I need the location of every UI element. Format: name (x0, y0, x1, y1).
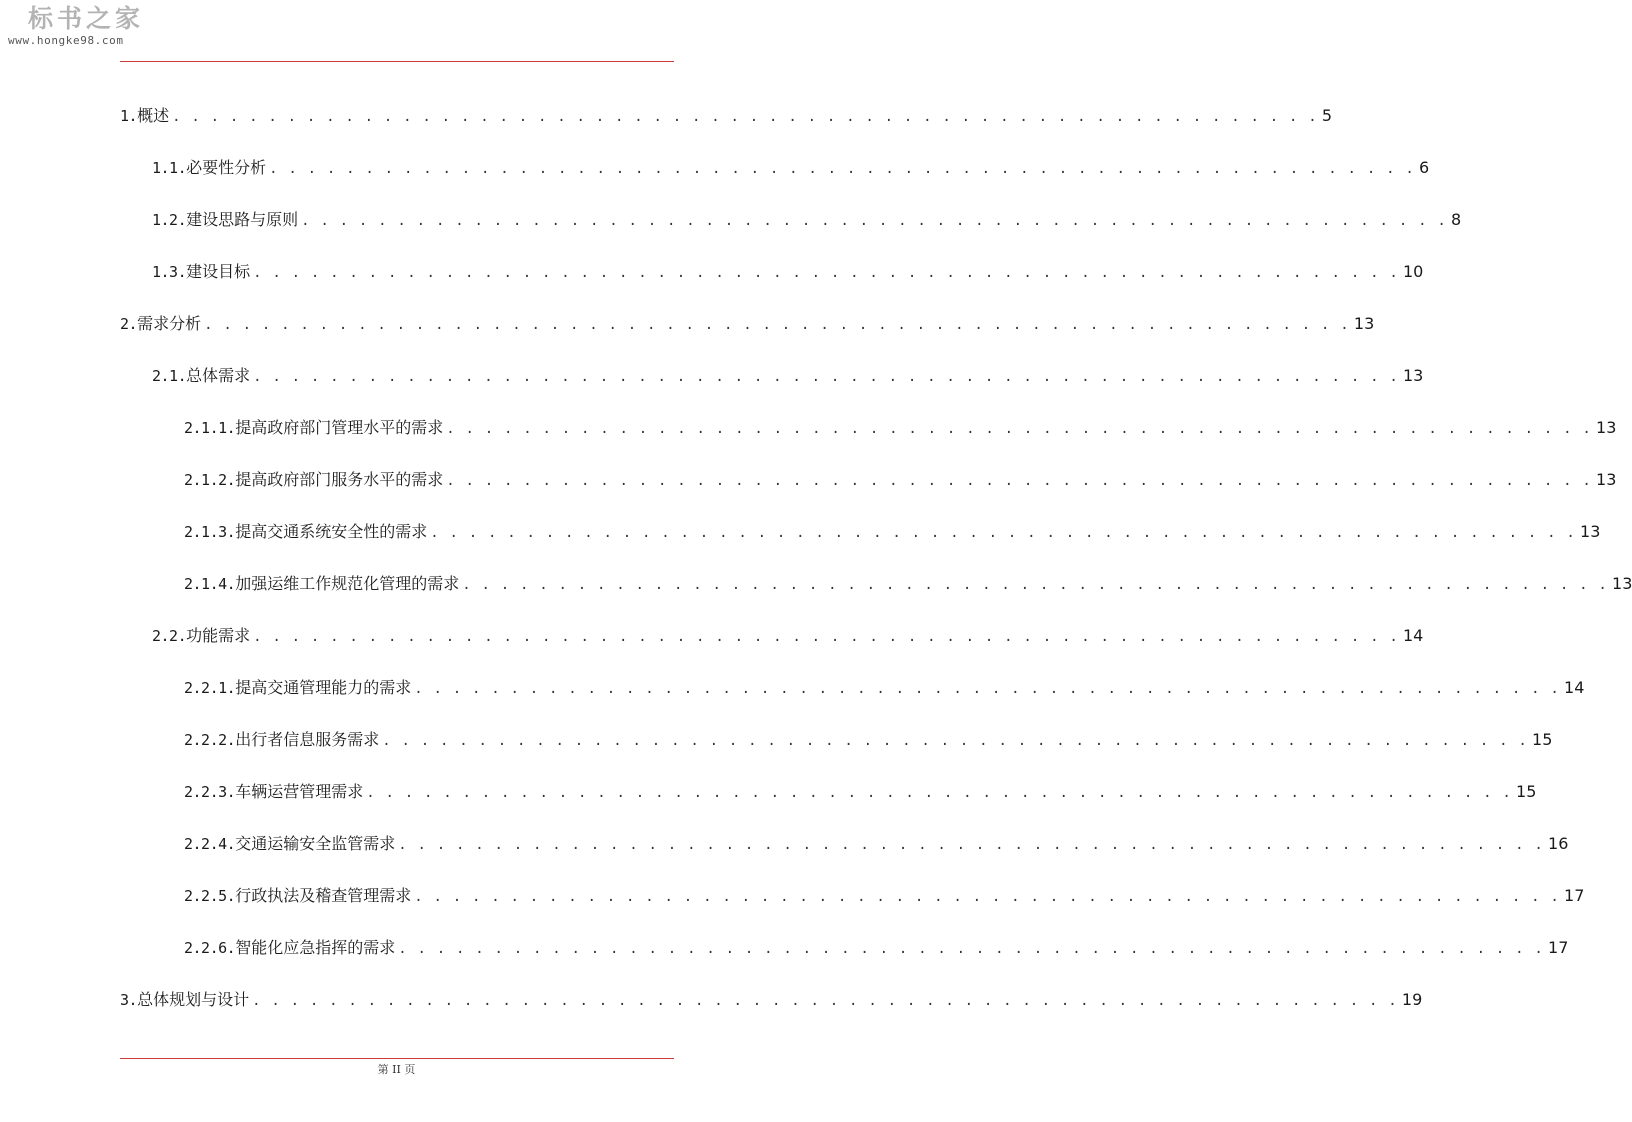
toc-entry-page: 13 (1580, 522, 1601, 541)
toc-entry[interactable] (184, 830, 1569, 854)
toc-entry-number: 2.2.5. (184, 887, 236, 905)
toc-entry[interactable] (184, 518, 1601, 542)
toc-entry-title: 智能化应急指挥的需求 (235, 938, 396, 957)
toc-entry-title: 提高政府部门管理水平的需求 (235, 418, 444, 437)
toc-entry-title: 提高政府部门服务水平的需求 (235, 470, 444, 489)
toc-entry-page: 16 (1548, 834, 1569, 853)
toc-entry-number: 3. (120, 991, 138, 1009)
toc-entry[interactable] (152, 206, 1462, 230)
toc-entry-title: 必要性分析 (186, 158, 267, 177)
toc-dot-leader: . . . . . . . . . . . . . . . . . . . . . . . . . . . . . . . . . . . . . . . . . . . . . . . . . . . . . . . . . . . . (172, 109, 1318, 125)
toc-entry-title: 概述 (137, 106, 170, 125)
toc-entry-number: 2.1.4. (184, 575, 236, 593)
toc-dot-leader: . . . . . . . . . . . . . . . . . . . . . . . . . . . . . . . . . . . . . . . . . . . . . . . . . . . . . . . . . . . . (462, 577, 1609, 593)
toc-entry[interactable] (152, 154, 1430, 178)
toc-entry-number: 2.2.4. (184, 835, 236, 853)
toc-entry-number: 2. (120, 315, 138, 333)
toc-entry-page: 14 (1402, 626, 1424, 645)
toc-entry-number: 2.2.1. (184, 679, 236, 697)
toc-entry[interactable] (184, 414, 1617, 438)
toc-entry-page: 13 (1402, 366, 1424, 385)
toc-entry[interactable] (120, 102, 1333, 126)
toc-entry[interactable] (184, 778, 1537, 802)
toc-entry-number: 2.2. (152, 627, 187, 645)
toc-dot-leader: . . . . . . . . . . . . . . . . . . . . . . . . . . . . . . . . . . . . . . . . . . . . . . . . . . . . . . . . . . . . (414, 681, 1561, 697)
toc-dot-leader: . . . . . . . . . . . . . . . . . . . . . . . . . . . . . . . . . . . . . . . . . . . . . . . . . . . . . . . . . . . . (366, 785, 1513, 801)
toc-entry-number: 1.1. (152, 159, 187, 177)
toc-dot-leader: . . . . . . . . . . . . . . . . . . . . . . . . . . . . . . . . . . . . . . . . . . . . . . . . . . . . . . . . . . . . (414, 889, 1561, 905)
toc-entry-title: 建设目标 (186, 262, 251, 281)
toc-entry-title: 功能需求 (186, 626, 251, 645)
toc-dot-leader: . . . . . . . . . . . . . . . . . . . . . . . . . . . . . . . . . . . . . . . . . . . . . . . . . . . . . . . . . . . . (382, 733, 1529, 749)
toc-entry-page: 5 (1321, 106, 1333, 125)
toc-entry-page: 15 (1516, 782, 1537, 801)
toc-entry[interactable] (184, 726, 1553, 750)
toc-entry-page: 17 (1548, 938, 1569, 957)
toc-entry-page: 6 (1418, 158, 1430, 177)
toc-entry-page: 13 (1596, 470, 1617, 489)
toc-entry-page: 17 (1564, 886, 1585, 905)
toc-dot-leader: . . . . . . . . . . . . . . . . . . . . . . . . . . . . . . . . . . . . . . . . . . . . . . . . . . . . . . . . . . . . (269, 161, 1415, 177)
toc-entry-title: 总体需求 (186, 366, 251, 385)
toc-entry-title: 提高交通系统安全性的需求 (235, 522, 428, 541)
toc-entry[interactable] (184, 934, 1569, 958)
toc-entry[interactable] (120, 986, 1423, 1010)
toc-entry[interactable] (152, 258, 1424, 282)
toc-entry-title: 需求分析 (137, 314, 202, 333)
watermark-url: www.hongke98.com (8, 34, 124, 47)
toc-entry-title: 加强运维工作规范化管理的需求 (235, 574, 460, 593)
toc-dot-leader: . . . . . . . . . . . . . . . . . . . . . . . . . . . . . . . . . . . . . . . . . . . . . . . . . . . . . . . . . . . . (252, 993, 1398, 1009)
toc-entry[interactable] (152, 362, 1424, 386)
toc-entry-number: 2.1.2. (184, 471, 236, 489)
toc-entry-page: 13 (1612, 574, 1632, 593)
toc-dot-leader: . . . . . . . . . . . . . . . . . . . . . . . . . . . . . . . . . . . . . . . . . . . . . . . . . . . . . . . . . . . . (446, 473, 1593, 489)
header-rule (120, 61, 674, 62)
toc-entry-page: 13 (1596, 418, 1617, 437)
toc-entry-page: 8 (1450, 210, 1462, 229)
toc-entry-number: 2.1. (152, 367, 187, 385)
toc-entry-title: 建设思路与原则 (186, 210, 299, 229)
toc-entry-page: 15 (1532, 730, 1553, 749)
toc-entry-number: 2.1.1. (184, 419, 236, 437)
page-number-footer: 第 II 页 (377, 1063, 416, 1076)
toc-dot-leader: . . . . . . . . . . . . . . . . . . . . . . . . . . . . . . . . . . . . . . . . . . . . . . . . . . . . . . . . . . . . (430, 525, 1577, 541)
toc-entry-page: 14 (1564, 678, 1585, 697)
toc-entry-number: 2.2.6. (184, 939, 236, 957)
toc-dot-leader: . . . . . . . . . . . . . . . . . . . . . . . . . . . . . . . . . . . . . . . . . . . . . . . . . . . . . . . . . . . . (398, 941, 1545, 957)
toc-entry[interactable] (184, 466, 1617, 490)
toc-entry[interactable] (184, 882, 1585, 906)
toc-entry[interactable] (152, 622, 1424, 646)
toc-entry-number: 1.2. (152, 211, 187, 229)
toc-entry-page: 13 (1353, 314, 1375, 333)
toc-dot-leader: . . . . . . . . . . . . . . . . . . . . . . . . . . . . . . . . . . . . . . . . . . . . . . . . . . . . . . . . . . . . (446, 421, 1593, 437)
toc-dot-leader: . . . . . . . . . . . . . . . . . . . . . . . . . . . . . . . . . . . . . . . . . . . . . . . . . . . . . . . . . . . . (301, 213, 1447, 229)
toc-entry-page: 10 (1402, 262, 1424, 281)
toc-dot-leader: . . . . . . . . . . . . . . . . . . . . . . . . . . . . . . . . . . . . . . . . . . . . . . . . . . . . . . . . . . . . (204, 317, 1350, 333)
toc-entry-number: 2.1.3. (184, 523, 236, 541)
toc-entry-number: 1.3. (152, 263, 187, 281)
toc-dot-leader: . . . . . . . . . . . . . . . . . . . . . . . . . . . . . . . . . . . . . . . . . . . . . . . . . . . . . . . . . . . . (398, 837, 1545, 853)
toc-entry-title: 出行者信息服务需求 (235, 730, 380, 749)
toc-entry-title: 提高交通管理能力的需求 (235, 678, 412, 697)
toc-dot-leader: . . . . . . . . . . . . . . . . . . . . . . . . . . . . . . . . . . . . . . . . . . . . . . . . . . . . . . . . . . . . (253, 629, 1399, 645)
watermark-title: 标书之家 (28, 4, 145, 33)
footer-rule (120, 1058, 674, 1059)
toc-entry-title: 车辆运营管理需求 (235, 782, 364, 801)
toc-dot-leader: . . . . . . . . . . . . . . . . . . . . . . . . . . . . . . . . . . . . . . . . . . . . . . . . . . . . . . . . . . . . (253, 265, 1399, 281)
toc-dot-leader: . . . . . . . . . . . . . . . . . . . . . . . . . . . . . . . . . . . . . . . . . . . . . . . . . . . . . . . . . . . . (253, 369, 1399, 385)
toc-entry-number: 2.2.2. (184, 731, 236, 749)
toc-entry-title: 交通运输安全监管需求 (235, 834, 396, 853)
toc-entry-title: 总体规划与设计 (137, 990, 250, 1009)
toc-entry[interactable] (184, 674, 1585, 698)
toc-entry-number: 1. (120, 107, 138, 125)
toc-entry-number: 2.2.3. (184, 783, 236, 801)
toc-entry[interactable] (120, 310, 1375, 334)
toc-entry[interactable] (184, 570, 1632, 594)
toc-entry-page: 19 (1401, 990, 1423, 1009)
toc-entry-title: 行政执法及稽查管理需求 (235, 886, 412, 905)
watermark-logo (8, 4, 144, 48)
